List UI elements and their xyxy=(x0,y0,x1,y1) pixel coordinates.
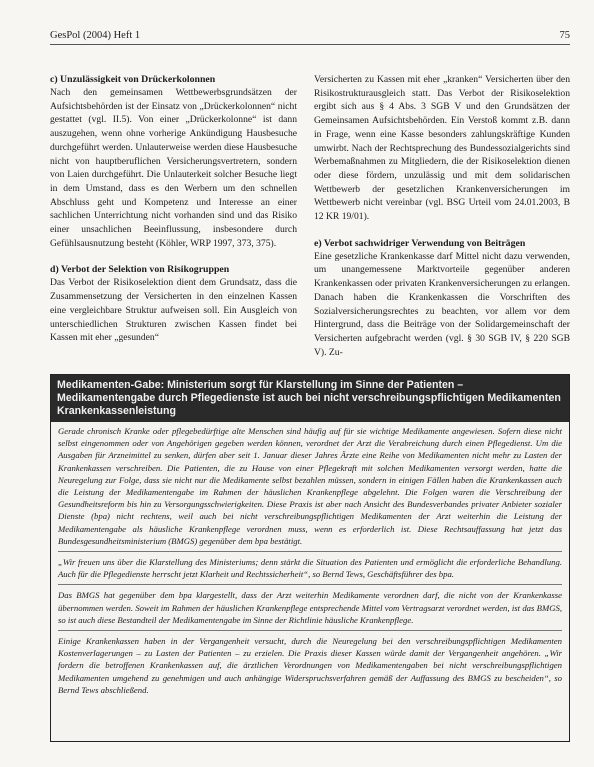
left-column xyxy=(50,73,297,345)
section-e-body: Eine gesetzliche Krankenkasse darf Mittel nicht dazu verwenden, um unangemessene Marktvorteile gegenüber anderen Krankenkassen oder privaten Krankenversicherungen zu erlangen. Danach haben die Krankenkassen die Vorschriften des Sozialversicherungsrechtes zu beachten, vor allem vor dem Hintergrund, dass die Beiträge von der Solidargemeinschaft der Versicherten aufgebracht werden (vgl. § 30 SGB IV, § 220 SGB V). Zu- xyxy=(314,250,570,358)
right-column xyxy=(314,73,570,359)
page-number: 75 xyxy=(559,30,570,41)
section-c-body: Nach den gemeinsamen Wettbewerbsgrundsätzen der Aufsichtsbehörden ist der Einsatz von „Drückerkolonnen“ nicht gestattet (vgl. II.5). Von einer „Drückerkolonne“ ist dann auszugehen, wenn ohne vorherige Ankündigung Hausbesuche durchgeführt werden. Unlauterweise werden diese Hausbesuche nicht von hauptberuflichen Versicherungsvertretern, sondern von Laien durchgeführt. Die Unlauterkeit solcher Besuche liegt in dem Umstand, dass es den Werbern um den schnellen Abschluss geht und Kompetenz und Interesse an einer sachlichen Unterrichtung nicht vorhanden sind und das Risiko einer unsachlichen Beeinflussung, insbesondere durch Gefühlsausnutzung besteht (Köhler, WRP 1997, 373, 375). xyxy=(50,87,297,249)
section-d-continued: Versicherten zu Kassen mit eher „kranken“ Versicherten über den Risikostrukturausgleich statt. Das Verbot der Risikoselektion ergibt sich aus § 4 Abs. 3 SGB V und den Grundsätzen der Gemeinsamen Aufsichtsbehörden. Ein Verstoß kommt z.B. dann in Frage, wenn eine Kasse besonders zahlungskräftige Kunden umwirbt. Nach der Rechtsprechung des Bundessozialgerichts sind Werbemaßnahmen zu Mitgliedern, die der Risikoselektion dienen oder diese fördern, unzulässig und mit dem solidarischen Wettbewerb der gesetzlichen Krankenversicherungen im Wettbewerb nicht vereinbar (vgl. BSG Urteil vom 24.01.2003, B 12 KR 19/01). xyxy=(314,74,570,223)
divider xyxy=(58,630,562,631)
infobox-title: Medikamenten-Gabe: Ministerium sorgt für Klarstellung im Sinne der Patienten – Medikamentengabe durch Pflegedienste ist auch bei nicht verschreibungspflichtigen Medikamenten Krankenkassenleistung xyxy=(51,375,569,422)
infobox-paragraph-3: Einige Krankenkassen haben in der Vergangenheit versucht, durch die Neuregelung bei den verschreibungspflichtigen Medikamenten Kostenverlagerungen – zu Lasten der Patienten – zu erzielen. Die Praxis dieser Kassen würde damit der Vergangenheit angehören. „Wir fordern die betroffenen Krankenkassen auf, die ärztlichen Verordnungen von Medikamentengaben bei nicht verschreibungspflichtigen Medikamenten umgehend zu genehmigen und auch anhängige Widerspruchsverfahren gemäß der Auffassung des BMGS zu bescheiden“, so Bernd Tews abschließend. xyxy=(58,636,562,695)
running-header xyxy=(50,28,570,45)
journal-citation: GesPol (2004) Heft 1 xyxy=(50,30,141,41)
section-d-body: Das Verbot der Risikoselektion dient dem Grundsatz, dass die Zusammensetzung der Versicherten in den einzelnen Kassen eine vergleichbare Struktur aufweisen soll. Ein Ausgleich von unterschiedlichen Strukturen zwischen Kassen findet bei Kassen mit eher „gesunden“ xyxy=(50,277,297,344)
divider xyxy=(58,584,562,585)
news-infobox xyxy=(50,374,570,742)
infobox-body xyxy=(51,422,569,696)
infobox-paragraph-2: Das BMGS hat gegenüber dem bpa klargestellt, dass der Arzt weiterhin Medikamente verordnen darf, die nicht von der Krankenkasse übernommen werden. Soweit im Rahmen der häuslichen Krankenpflege entsprechende Mittel vom Vertragsarzt verordnet werden, ist das BMGS, so ist auch diese Bestandteil der Medikamentengabe im Sinne der Richtlinie häusliche Krankenpflege. xyxy=(58,590,562,625)
infobox-quote: „Wir freuen uns über die Klarstellung des Ministeriums; denn stärkt die Situation des Patienten und ermöglicht die erforderliche Behandlung. Auch für die Pflegedienste herrscht jetzt Klarheit und Rechtssicherheit“, so Bernd Tews, Geschäftsführer des bpa. xyxy=(58,557,562,580)
section-c-heading: c) Unzulässigkeit von Drückerkolonnen xyxy=(50,74,216,85)
infobox-paragraph-1: Gerade chronisch Kranke oder pflegebedürftige alte Menschen sind häufig auf für sie wichtige Medikamente angewiesen. Sofern diese nicht selbst eingenommen oder von Angehörigen gegeben werden können, verordnet der Arzt die Verabreichung durch einen Pflegedienst. Um die Ausgaben für Arzneimittel zu senken, dürfen aber seit 1. Januar dieser Jahres Ärzte eine Reihe von Medikamenten nicht mehr zu Lasten der Krankenkassen verschreiben. Die Patienten, die zu Hause von einer Pflegekraft mit solchen Medikamenten versorgt werden, hatte die Neuregelung zur Folge, dass sie nicht nur die Medikamente selbst bezahlen müssen, sondern in einigen Fällen haben die Krankenkassen auch die Leistung der Medikamentengabe im Rahmen der häuslichen Krankenpflege abgelehnt. Die Folgen waren die Verschreibung der Gesundheitsreform bis hin zu Versorgungsschwierigkeiten. Diese Praxis ist aber nach Ansicht des Bundesverbandes privater Anbieter sozialer Dienste (bpa) nicht rechtens, weil auch bei nicht verschreibungspflichtigen Medikamenten der Arzt weiterhin die Leistung der Medikamentengabe als häusliche Krankenpflege verordnen muss, wenn es erforderlich ist. Diese Rechtsauffassung hat jetzt das Bundesgesundheitsministerium (BMGS) gegenüber dem bpa bestätigt. xyxy=(58,426,562,546)
section-d-heading: d) Verbot der Selektion von Risikogruppen xyxy=(50,264,230,276)
divider xyxy=(58,551,562,552)
section-e-heading: e) Verbot sachwidriger Verwendung von Beiträgen xyxy=(314,237,526,249)
